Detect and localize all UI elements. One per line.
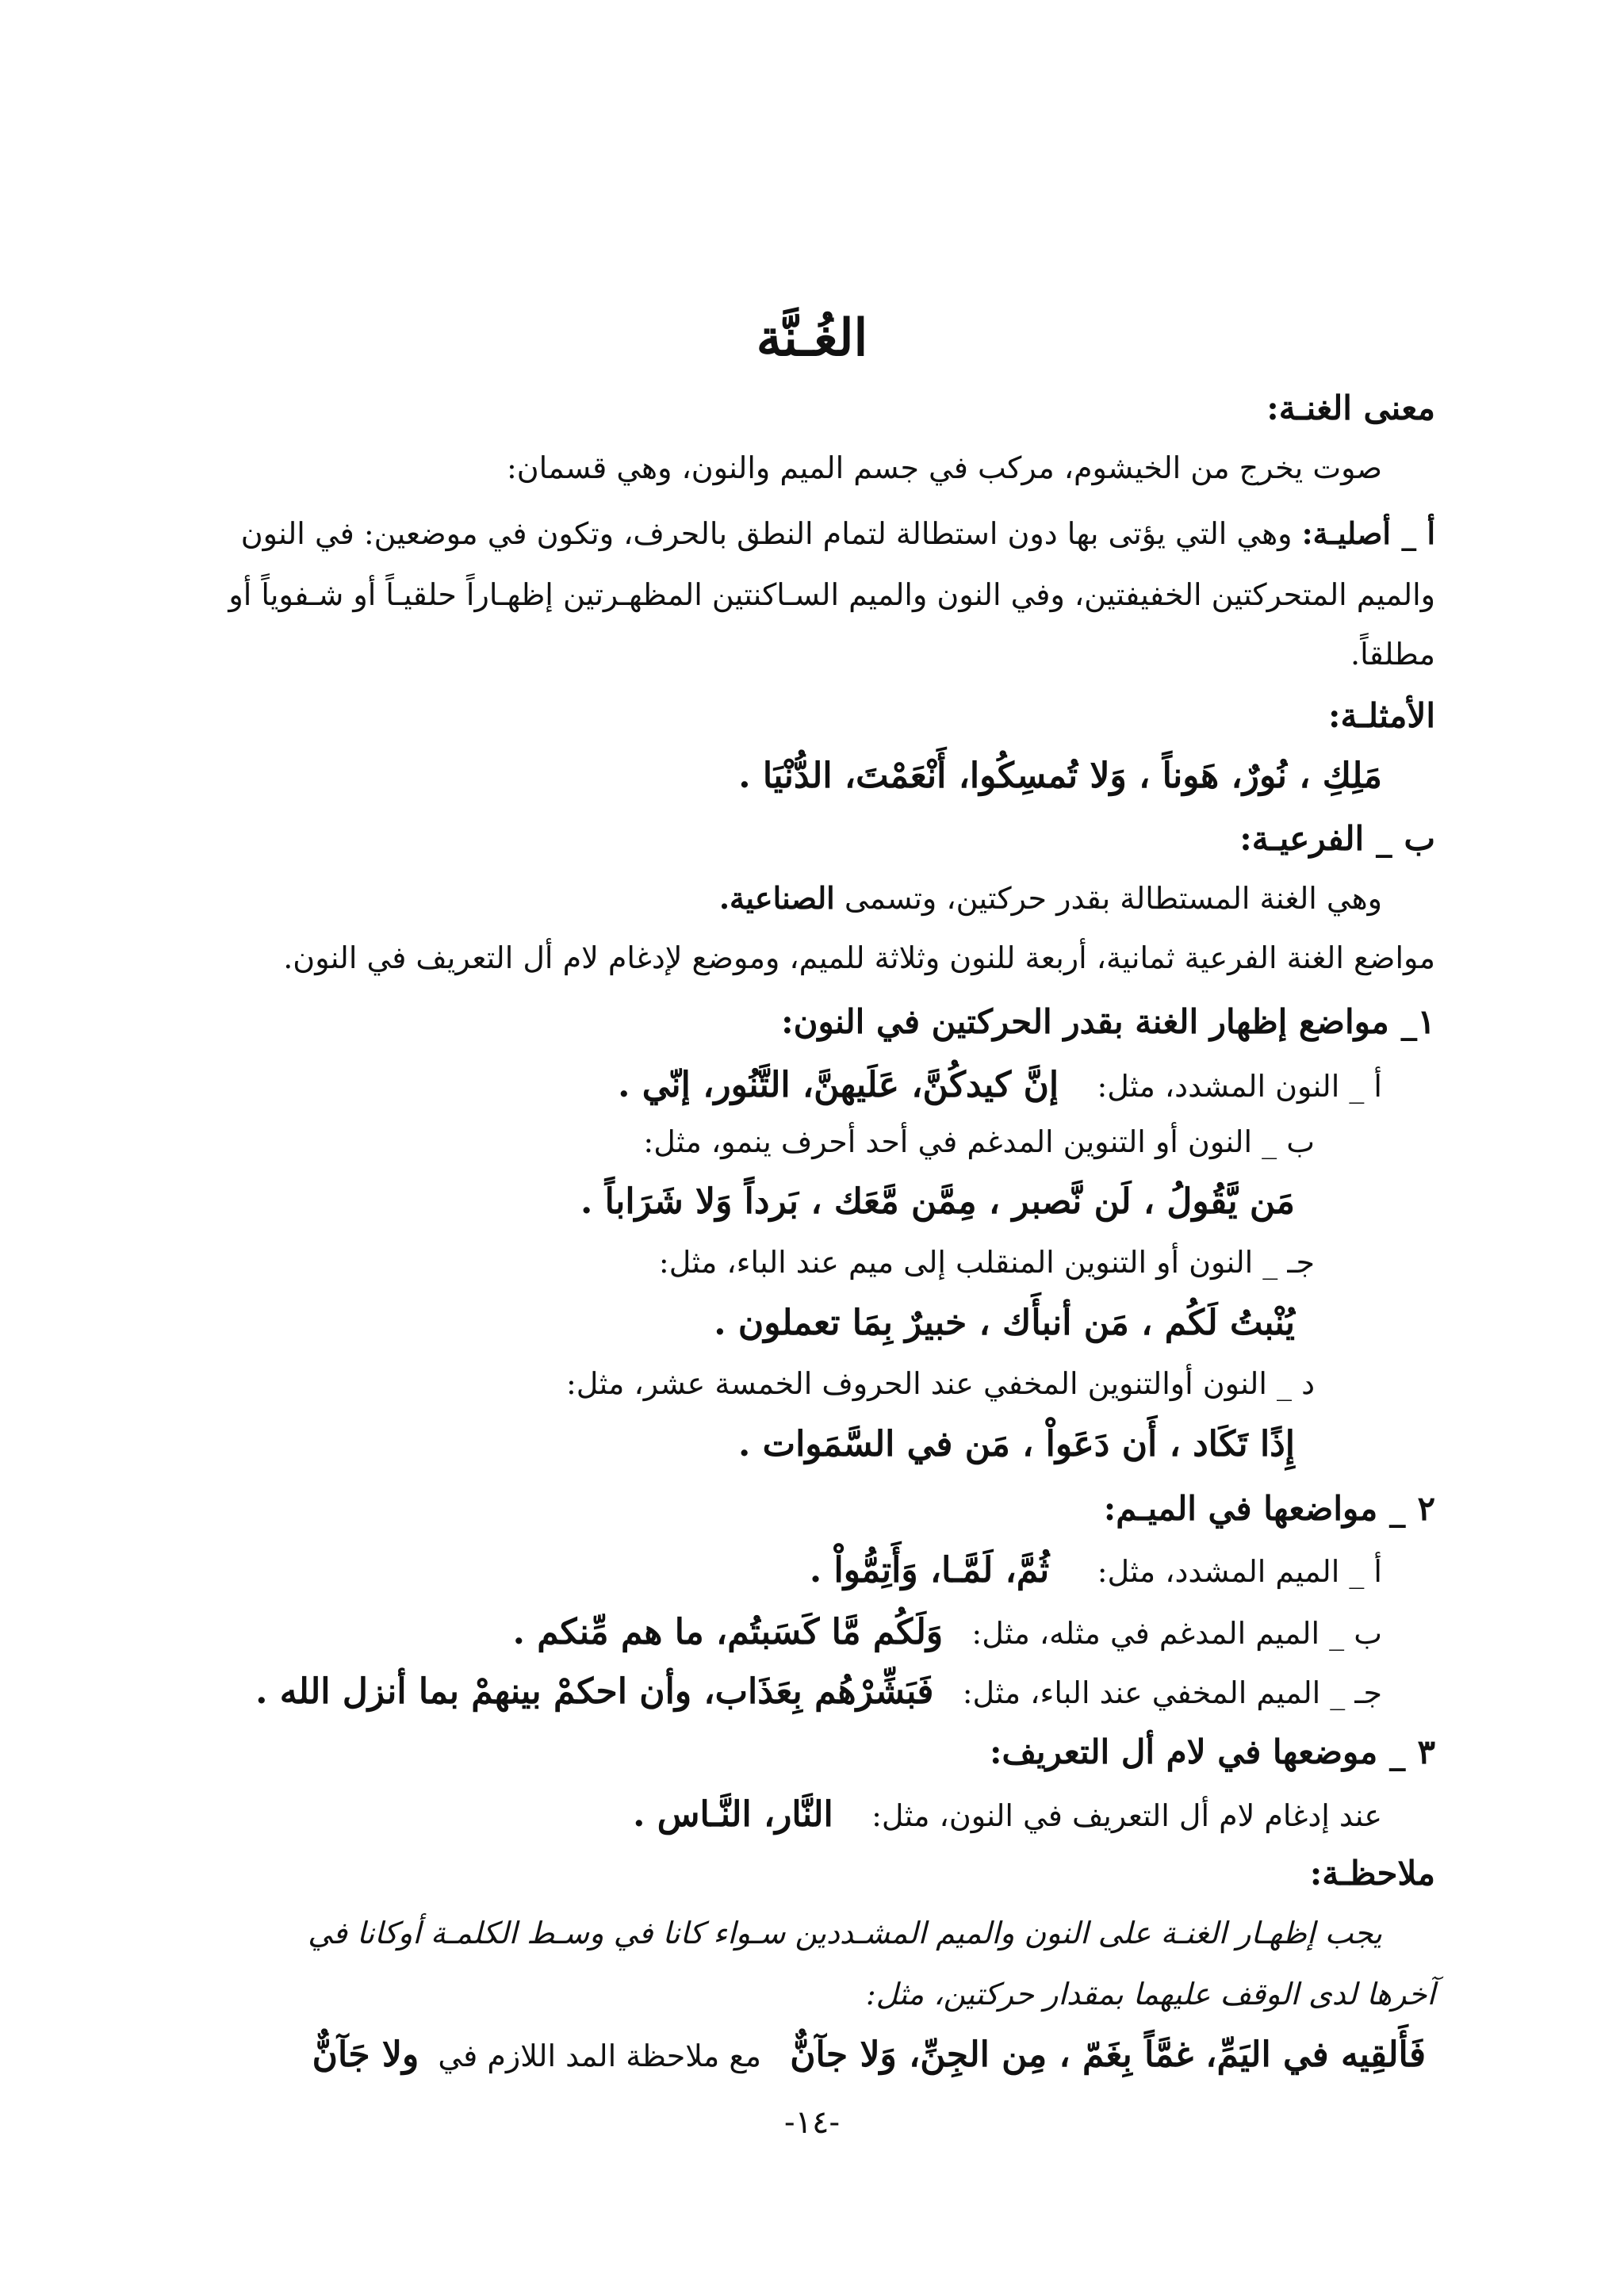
asliya-line1 [241, 517, 1435, 551]
note-examples-bold: فَأَلقِيه في اليَمِّ، غمَّاً بِغَمّ ، مِن الجِنِّ، وَلا جآنٌّ [790, 2035, 1426, 2075]
section1-b-examples: مَن يَّقُولُ ، لَن نَّصبر ، مِمَّن مَّعَك ، بَرداً وَلا شَرَاباً . [580, 1181, 1295, 1222]
section3-heading: ٣ _ موضعها في لام أل التعريف: [989, 1732, 1435, 1771]
examples-line: مَلِكِ ، نُورٌ، هَوناً ، وَلا تُمسِكُوا، أَنْعَمْتَ، الدُّنْيَا . [738, 756, 1382, 796]
section2-c-examples: فَبَشِّرْهُم بِعَذَاب، وأن احكمْ بينهمْ بما أنزل الله . [255, 1671, 934, 1712]
note-examples-mid: مع ملاحظة المد اللازم في [438, 2038, 761, 2073]
asliya-line3: مطلقاً. [1350, 637, 1435, 672]
note-line2: آخرها لدى الوقف عليهما بمقدار حركتين، مثل: [865, 1977, 1435, 2012]
section3-line [633, 1796, 1382, 1834]
section2-heading: ٢ _ مواضعها في الميـم: [1103, 1489, 1435, 1528]
section1-a-examples: إنَّ كيدكُنَّ، عَلَيهنَّ، التَّنُور، إنّي . [618, 1065, 1059, 1105]
section2-a-examples: ثُمَّ، لَمَّـا، وَأَتِمُّواْ . [809, 1550, 1050, 1591]
section3-label: عند إدغام لام أل التعريف في النون، مثل: [871, 1798, 1382, 1833]
page-title: الغُـنَّة [756, 308, 868, 368]
note-line1: يجب إظهـار الغنـة على النون والميم المشـددين سـواء كانا في وسـط الكلمـة أوكانا في [308, 1916, 1382, 1950]
section1-d-examples: إِذًا تَكَاد ، أَن دَعَواْ ، مَن في السَّمَوات . [738, 1424, 1295, 1464]
section1-d-label: د _ النون أوالتنوين المخفي عند الحروف الخمسة عشر، مثل: [566, 1366, 1315, 1401]
section2-c-label: جـ _ الميم المخفي عند الباء، مثل: [962, 1675, 1382, 1710]
section2-c [255, 1673, 1382, 1711]
far-iya-heading: ب _ الفرعيـة: [1239, 819, 1435, 858]
far-iya-line1 [719, 882, 1382, 916]
section1-c-label: جـ _ النون أو التنوين المنقلب إلى ميم عند الباء، مثل: [658, 1245, 1315, 1280]
far-iya-line1-text: وهي الغنة المستطالة بقدر حركتين، وتسمى [844, 881, 1382, 916]
note-examples [312, 2036, 1426, 2074]
asliya-line2: والميم المتحركتين الخفيفتين، وفي النون والميم السـاكنتين المظهـرتين إظهـاراً حلقيـاً أو شـفوياً أو [228, 577, 1435, 612]
far-iya-line2: مواضع الغنة الفرعية ثمانية، أربعة للنون وثلاثة للميم، وموضع لإدغام لام أل التعريف في النون. [283, 940, 1435, 975]
asliya-label: أ _ أصليـة: [1301, 515, 1435, 551]
section1-c-examples: يُنْبتُ لَكُم ، مَن أنبأَك ، خبيرٌ بِمَا تعملون . [714, 1303, 1295, 1343]
section1-heading: ١_ مواضع إظهار الغنة بقدر الحركتين في النون: [781, 1002, 1435, 1041]
section2-a [810, 1552, 1382, 1590]
section1-b-label: ب _ النون أو التنوين المدغم في أحد أحرف ينمو، مثل: [643, 1124, 1315, 1159]
section3-examples: النَّار، النَّـاس . [633, 1794, 833, 1835]
section1-a [618, 1066, 1382, 1104]
section2-b [513, 1614, 1382, 1652]
examples-heading: الأمثلـة: [1327, 696, 1435, 735]
section2-b-label: ب _ الميم المدغم في مثله، مثل: [971, 1616, 1382, 1651]
asliya-line1-text: وهي التي يؤتى بها دون استطالة لتمام النطق بالحرف، وتكون في موضعين: في النون [240, 516, 1293, 551]
note-examples-end: ولا جَآنٌّ [312, 2035, 419, 2075]
page-number: -١٤- [784, 2104, 840, 2141]
section2-b-examples: وَلَكُم مَّا كَسَبتُم، ما هم مِّنكم . [512, 1612, 944, 1652]
section2-a-label: أ _ الميم المشدد، مثل: [1097, 1554, 1382, 1589]
section1-a-label: أ _ النون المشدد، مثل: [1097, 1069, 1382, 1104]
note-heading: ملاحظـة: [1309, 1854, 1435, 1893]
definition-heading: معنى الغنـة: [1266, 389, 1435, 427]
definition-text: صوت يخرج من الخيشوم، مركب في جسم الميم والنون، وهي قسمان: [506, 450, 1382, 485]
far-iya-line1-bold: الصناعية. [718, 880, 835, 916]
